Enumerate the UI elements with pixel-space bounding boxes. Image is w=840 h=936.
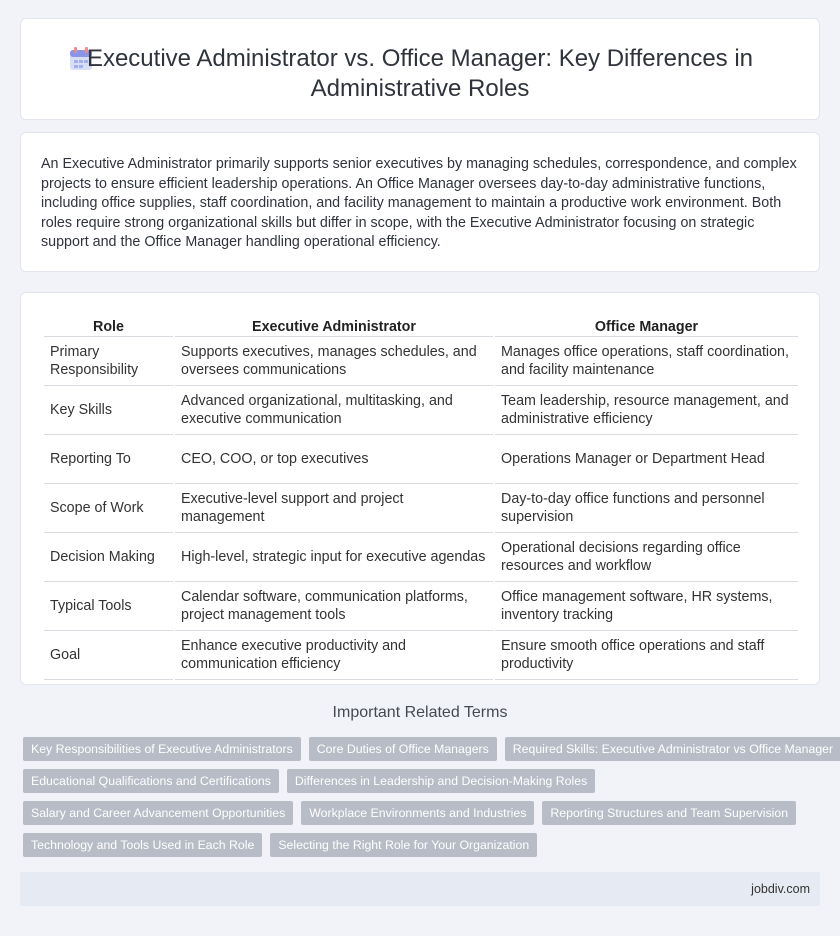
table-cell-office-manager: Team leadership, resource management, and administrative efficiency <box>495 386 798 435</box>
table-header-executive-administrator: Executive Administrator <box>175 315 493 337</box>
intro-text: An Executive Administrator primarily supports senior executives by managing schedules, correspondence, and complex projects to ensure efficient leadership operations. An Office Manager oversees day-to-day administrative functions, including office supplies, staff coordination, and facility management to maintain a productive work environment. Both roles require strong organizational skills but differ in scope, with the Executive Administrator focusing on strategic support and the Office Manager handling operational efficiency. <box>41 156 797 251</box>
table-cell-executive-administrator: Executive-level support and project management <box>175 484 493 533</box>
tag-row <box>23 801 823 825</box>
related-term-tag[interactable]: Educational Qualifications and Certifications <box>23 769 279 793</box>
tag-row <box>23 737 834 761</box>
table-cell-executive-administrator: Advanced organizational, multitasking, and executive communication <box>175 386 493 435</box>
tag-row <box>23 769 823 793</box>
table-cell-role: Reporting To <box>44 435 173 484</box>
table-cell-role: Scope of Work <box>44 484 173 533</box>
table-header-office-manager: Office Manager <box>495 315 798 337</box>
table-cell-executive-administrator: CEO, COO, or top executives <box>175 435 493 484</box>
table-row <box>44 484 798 533</box>
footer-site-link[interactable]: jobdiv.com <box>751 882 810 896</box>
related-term-tag[interactable]: Key Responsibilities of Executive Administrators <box>23 737 301 761</box>
table-cell-office-manager: Operational decisions regarding office resources and workflow <box>495 533 798 582</box>
table-cell-executive-administrator: Supports executives, manages schedules, and oversees communications <box>175 337 493 386</box>
table-cell-role: Decision Making <box>44 533 173 582</box>
table-cell-office-manager: Ensure smooth office operations and staff productivity <box>495 631 798 680</box>
table-cell-office-manager: Day-to-day office functions and personnel supervision <box>495 484 798 533</box>
related-term-tag[interactable]: Required Skills: Executive Administrator vs Office Manager <box>505 737 840 761</box>
related-term-tag[interactable]: Differences in Leadership and Decision-Making Roles <box>287 769 595 793</box>
table-header-role: Role <box>44 315 173 337</box>
related-term-tag[interactable]: Selecting the Right Role for Your Organization <box>270 833 537 857</box>
page-title: Executive Administrator vs. Office Manager: Key Differences in Administrative Roles <box>86 45 754 102</box>
table-cell-role: Goal <box>44 631 173 680</box>
table-row <box>44 631 798 680</box>
table-cell-office-manager: Office management software, HR systems, inventory tracking <box>495 582 798 631</box>
related-term-tag[interactable]: Workplace Environments and Industries <box>301 801 534 825</box>
tag-row <box>23 833 823 857</box>
related-term-tag[interactable]: Technology and Tools Used in Each Role <box>23 833 262 857</box>
table-row <box>44 337 798 386</box>
comparison-table <box>42 315 800 680</box>
related-term-tag[interactable]: Reporting Structures and Team Supervision <box>542 801 796 825</box>
table-cell-office-manager: Manages office operations, staff coordination, and facility maintenance <box>495 337 798 386</box>
table-cell-executive-administrator: Enhance executive productivity and communication efficiency <box>175 631 493 680</box>
table-cell-role: Key Skills <box>44 386 173 435</box>
table-cell-executive-administrator: High-level, strategic input for executive agendas <box>175 533 493 582</box>
table-row <box>44 435 798 484</box>
comparison-card <box>20 292 820 685</box>
related-term-tag[interactable]: Core Duties of Office Managers <box>309 737 497 761</box>
related-term-tag[interactable]: Salary and Career Advancement Opportunities <box>23 801 293 825</box>
table-cell-office-manager: Operations Manager or Department Head <box>495 435 798 484</box>
table-cell-role: Primary Responsibility <box>44 337 173 386</box>
intro-card <box>20 132 820 272</box>
table-row <box>44 582 798 631</box>
table-cell-executive-administrator: Calendar software, communication platforms, project management tools <box>175 582 493 631</box>
header-card <box>20 18 820 120</box>
related-terms-heading: Important Related Terms <box>332 704 508 721</box>
table-cell-role: Typical Tools <box>44 582 173 631</box>
related-terms-tags <box>23 737 834 865</box>
table-row <box>44 386 798 435</box>
table-row <box>44 533 798 582</box>
footer <box>20 872 820 906</box>
